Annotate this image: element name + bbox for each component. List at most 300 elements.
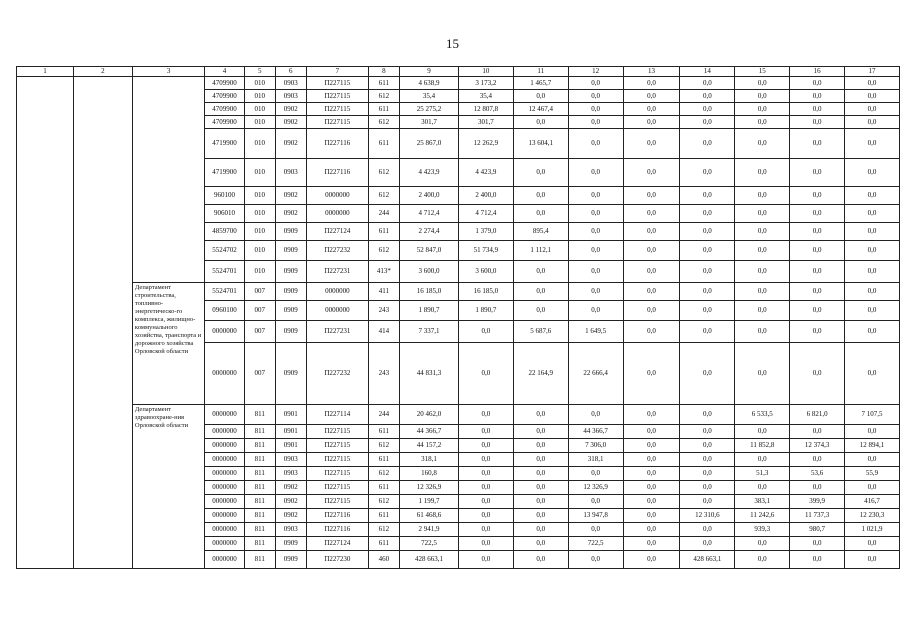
table-cell: 0901 (275, 405, 306, 425)
table-cell: 5524702 (205, 241, 244, 261)
table-cell: 0,0 (735, 301, 790, 321)
table-cell: 12 326,9 (568, 481, 623, 495)
table-cell: 0,0 (790, 205, 845, 223)
table-cell: 0,0 (623, 159, 680, 187)
table-cell: 0,0 (735, 223, 790, 241)
table-cell: 0,0 (623, 405, 680, 425)
table-cell: 010 (244, 90, 275, 103)
table-cell: П227124 (306, 537, 368, 551)
table-cell: 0,0 (845, 129, 900, 159)
table-cell: 0000000 (205, 481, 244, 495)
table-cell: 0,0 (845, 241, 900, 261)
table-cell: П227232 (306, 241, 368, 261)
table-cell: 007 (244, 321, 275, 343)
cell-col1 (17, 551, 74, 569)
table-cell: 6 821,0 (790, 405, 845, 425)
table-cell: П227124 (306, 223, 368, 241)
table-cell: 20 462,0 (399, 405, 458, 425)
table-cell: 2 400,0 (458, 187, 513, 205)
column-header: 17 (845, 67, 900, 77)
table-cell: 44 366,7 (399, 425, 458, 439)
table-cell: 0,0 (513, 205, 568, 223)
table-cell: 010 (244, 129, 275, 159)
table-cell: 010 (244, 223, 275, 241)
table-cell: 0,0 (458, 537, 513, 551)
table-cell: 0,0 (623, 425, 680, 439)
table-cell: 0,0 (568, 116, 623, 129)
table-cell: 0,0 (735, 453, 790, 467)
table-cell: 0,0 (568, 551, 623, 569)
table-cell: 0,0 (845, 205, 900, 223)
table-cell: 0,0 (568, 261, 623, 283)
table-cell: 0,0 (680, 223, 735, 241)
table-cell: 007 (244, 301, 275, 321)
table-cell: 25 275,2 (399, 103, 458, 116)
table-cell: 0000000 (306, 205, 368, 223)
table-cell: П227115 (306, 439, 368, 453)
column-header: 14 (680, 67, 735, 77)
cell-col1 (17, 425, 74, 439)
cell-col2 (73, 453, 132, 467)
table-cell: 1 890,7 (458, 301, 513, 321)
column-header: 15 (735, 67, 790, 77)
table-cell: 399,9 (790, 495, 845, 509)
table-cell: 0,0 (680, 405, 735, 425)
cell-col1 (17, 103, 74, 116)
cell-col2 (73, 187, 132, 205)
table-cell: 010 (244, 187, 275, 205)
table-cell: 4709900 (205, 103, 244, 116)
table-cell: 0,0 (623, 439, 680, 453)
table-cell: 010 (244, 261, 275, 283)
table-cell: 318,1 (399, 453, 458, 467)
table-cell: 0,0 (623, 481, 680, 495)
table-cell: 0,0 (513, 90, 568, 103)
table-cell: 0,0 (680, 90, 735, 103)
column-header: 13 (623, 67, 680, 77)
table-cell: 4859700 (205, 223, 244, 241)
table-cell: 244 (368, 205, 399, 223)
table-cell: 0000000 (205, 425, 244, 439)
table-cell: 0,0 (623, 223, 680, 241)
table-cell: П227115 (306, 103, 368, 116)
table-cell: 4709900 (205, 116, 244, 129)
table-cell: 0,0 (623, 187, 680, 205)
table-cell: 1 379,0 (458, 223, 513, 241)
table-cell: 4 638,9 (399, 77, 458, 90)
table-cell: 0,0 (790, 261, 845, 283)
table-cell: 0,0 (458, 439, 513, 453)
cell-col2 (73, 283, 132, 301)
cell-col2 (73, 481, 132, 495)
table-cell: 0902 (275, 187, 306, 205)
table-cell: 460 (368, 551, 399, 569)
table-cell: 811 (244, 467, 275, 481)
table-cell: 722,5 (399, 537, 458, 551)
table-cell: 0901 (275, 439, 306, 453)
table-cell: 0,0 (513, 261, 568, 283)
cell-col1 (17, 343, 74, 405)
table-cell: 5524701 (205, 283, 244, 301)
table-cell: 895,4 (513, 223, 568, 241)
table-cell: 428 663,1 (680, 551, 735, 569)
cell-col2 (73, 537, 132, 551)
table-cell: 44 157,2 (399, 439, 458, 453)
table-cell: 0909 (275, 551, 306, 569)
table-cell: 0,0 (513, 453, 568, 467)
table-cell: П227115 (306, 425, 368, 439)
table-cell: 51 734,9 (458, 241, 513, 261)
table-cell: 13 947,8 (568, 509, 623, 523)
table-cell: 0,0 (458, 467, 513, 481)
table-cell: 12 374,3 (790, 439, 845, 453)
table-cell: 0,0 (623, 537, 680, 551)
cell-col2 (73, 439, 132, 453)
table-cell: 611 (368, 425, 399, 439)
table-cell: 612 (368, 90, 399, 103)
table-cell: 010 (244, 159, 275, 187)
table-cell: 0,0 (790, 159, 845, 187)
table-cell: 0000000 (306, 283, 368, 301)
table-cell: 612 (368, 523, 399, 537)
table-cell: 0,0 (735, 537, 790, 551)
table-cell: 0,0 (680, 187, 735, 205)
table-cell: 4 712,4 (458, 205, 513, 223)
table-cell: 2 274,4 (399, 223, 458, 241)
table-cell: 0,0 (790, 551, 845, 569)
table-cell: 0000000 (205, 321, 244, 343)
table-row (17, 405, 900, 425)
table-cell: 0,0 (568, 223, 623, 241)
table-cell: 243 (368, 301, 399, 321)
cell-col2 (73, 405, 132, 425)
cell-col1 (17, 439, 74, 453)
table-cell: 1 021,9 (845, 523, 900, 537)
table-cell: 243 (368, 343, 399, 405)
table-cell: 12 326,9 (399, 481, 458, 495)
table-cell: 0,0 (790, 241, 845, 261)
table-cell: 0909 (275, 261, 306, 283)
table-cell: П227116 (306, 159, 368, 187)
department-name: Департамент строительства, топливно-энергетическо-го комплекса, жилищно-коммунального хозяйства, транспорта и дорожного хозяйства Орловской области (132, 283, 204, 405)
table-cell: 611 (368, 223, 399, 241)
table-cell: 0,0 (845, 116, 900, 129)
table-cell: 007 (244, 283, 275, 301)
table-cell: 0,0 (623, 116, 680, 129)
table-cell: 0,0 (568, 495, 623, 509)
table-cell: 0,0 (680, 129, 735, 159)
table-cell: 0,0 (845, 261, 900, 283)
table-cell: 2 400,0 (399, 187, 458, 205)
table-cell: П227231 (306, 321, 368, 343)
table-cell: 0,0 (458, 481, 513, 495)
cell-col1 (17, 283, 74, 301)
cell-col1 (17, 90, 74, 103)
table-cell: 12 894,1 (845, 439, 900, 453)
table-cell: 0902 (275, 205, 306, 223)
table-cell: П227115 (306, 453, 368, 467)
cell-col1 (17, 159, 74, 187)
table-cell: 0,0 (680, 205, 735, 223)
table-cell: 0,0 (568, 90, 623, 103)
table-cell: 611 (368, 129, 399, 159)
table-cell: 0,0 (735, 261, 790, 283)
table-cell: 0,0 (623, 103, 680, 116)
table-cell: 0903 (275, 77, 306, 90)
table-cell: 0,0 (513, 301, 568, 321)
cell-col2 (73, 103, 132, 116)
table-cell: 0,0 (513, 159, 568, 187)
table-cell: 11 242,6 (735, 509, 790, 523)
table-cell: П227115 (306, 116, 368, 129)
table-cell: 12 467,4 (513, 103, 568, 116)
table-cell: 0,0 (458, 453, 513, 467)
table-cell: 0,0 (568, 129, 623, 159)
table-cell: 3 173,2 (458, 77, 513, 90)
table-cell: 0,0 (680, 116, 735, 129)
cell-col1 (17, 129, 74, 159)
table-cell: 0,0 (845, 283, 900, 301)
table-cell: 007 (244, 343, 275, 405)
table-cell: 55,9 (845, 467, 900, 481)
table-cell: 0,0 (680, 301, 735, 321)
table-cell: 0,0 (623, 467, 680, 481)
table-cell: 61 468,6 (399, 509, 458, 523)
table-cell: 12 310,6 (680, 509, 735, 523)
department-name (132, 77, 204, 283)
table-cell: 0,0 (790, 453, 845, 467)
table-cell: 0,0 (513, 551, 568, 569)
page-number: 15 (446, 36, 459, 51)
table-cell: 12 807,8 (458, 103, 513, 116)
table-cell: 0,0 (680, 495, 735, 509)
table-cell: 44 366,7 (568, 425, 623, 439)
table-cell: П227230 (306, 551, 368, 569)
table-cell: 0,0 (623, 551, 680, 569)
table-cell: 0,0 (623, 261, 680, 283)
table-cell: 0,0 (680, 453, 735, 467)
cell-col2 (73, 241, 132, 261)
table-row (17, 283, 900, 301)
table-cell: П227114 (306, 405, 368, 425)
table-cell: 4719900 (205, 159, 244, 187)
table-cell: 0,0 (790, 321, 845, 343)
cell-col1 (17, 405, 74, 425)
table-cell: 301,7 (458, 116, 513, 129)
table-cell: 1 649,5 (568, 321, 623, 343)
table-cell: 010 (244, 205, 275, 223)
cell-col2 (73, 223, 132, 241)
cell-col2 (73, 129, 132, 159)
column-header: 9 (399, 67, 458, 77)
table-cell: 0,0 (623, 509, 680, 523)
table-cell: П227116 (306, 129, 368, 159)
cell-col1 (17, 187, 74, 205)
table-cell: 0960100 (205, 301, 244, 321)
table-cell: 0,0 (513, 481, 568, 495)
table-cell: 0902 (275, 129, 306, 159)
table-cell: 010 (244, 77, 275, 90)
table-cell: 0,0 (568, 523, 623, 537)
table-cell: 0,0 (790, 481, 845, 495)
table-cell: 7 337,1 (399, 321, 458, 343)
table-cell: 0,0 (568, 301, 623, 321)
table-cell: 3 600,0 (399, 261, 458, 283)
table-cell: 0,0 (513, 509, 568, 523)
table-cell: 0,0 (623, 129, 680, 159)
cell-col1 (17, 241, 74, 261)
table-cell: 0,0 (845, 90, 900, 103)
table-cell: 2 941,9 (399, 523, 458, 537)
table-cell: 0,0 (790, 283, 845, 301)
table-cell: 0,0 (845, 301, 900, 321)
cell-col1 (17, 205, 74, 223)
table-cell: 811 (244, 523, 275, 537)
table-cell: 0,0 (568, 103, 623, 116)
table-cell: 5524701 (205, 261, 244, 283)
table-cell: 53,6 (790, 467, 845, 481)
table-cell: 0,0 (790, 301, 845, 321)
table-cell: 0909 (275, 223, 306, 241)
table-cell: 0,0 (790, 425, 845, 439)
cell-col2 (73, 467, 132, 481)
table-cell: 0,0 (845, 321, 900, 343)
table-cell: 811 (244, 509, 275, 523)
table-cell: П227232 (306, 343, 368, 405)
table-cell: 611 (368, 537, 399, 551)
table-cell: 0,0 (513, 495, 568, 509)
table-cell: 1 199,7 (399, 495, 458, 509)
table-cell: 811 (244, 453, 275, 467)
column-header: 6 (275, 67, 306, 77)
table-cell: 611 (368, 481, 399, 495)
cell-col2 (73, 205, 132, 223)
table-cell: 0,0 (623, 283, 680, 301)
table-cell: 0,0 (680, 425, 735, 439)
table-cell: 0903 (275, 467, 306, 481)
table-cell: 0903 (275, 523, 306, 537)
table-cell: 0,0 (680, 103, 735, 116)
cell-col1 (17, 537, 74, 551)
table-cell: 0,0 (680, 321, 735, 343)
cell-col1 (17, 453, 74, 467)
table-cell: 4709900 (205, 77, 244, 90)
column-header: 8 (368, 67, 399, 77)
cell-col2 (73, 77, 132, 90)
table-cell: 12 230,3 (845, 509, 900, 523)
cell-col1 (17, 301, 74, 321)
table-cell: 612 (368, 187, 399, 205)
table-cell: 0,0 (458, 343, 513, 405)
table-cell: 0902 (275, 116, 306, 129)
table-cell: 0,0 (735, 103, 790, 116)
table-cell: 0901 (275, 425, 306, 439)
table-cell: 0,0 (513, 537, 568, 551)
table-cell: 1 465,7 (513, 77, 568, 90)
table-cell: 0909 (275, 537, 306, 551)
table-cell: 0,0 (680, 523, 735, 537)
cell-col1 (17, 509, 74, 523)
table-cell: 0,0 (845, 481, 900, 495)
table-cell: 960100 (205, 187, 244, 205)
cell-col2 (73, 116, 132, 129)
table-cell: 1 890,7 (399, 301, 458, 321)
column-header: 2 (73, 67, 132, 77)
table-cell: 0,0 (845, 159, 900, 187)
table-cell: П227115 (306, 495, 368, 509)
table-cell: 0000000 (205, 495, 244, 509)
column-header: 11 (513, 67, 568, 77)
table-cell: 010 (244, 116, 275, 129)
table-cell: 0000000 (306, 187, 368, 205)
table-cell: 428 663,1 (399, 551, 458, 569)
table-cell: 0,0 (790, 77, 845, 90)
table-cell: 0,0 (845, 425, 900, 439)
table-cell: 0,0 (735, 551, 790, 569)
table-cell: 0902 (275, 103, 306, 116)
table-cell: 0,0 (458, 495, 513, 509)
table-cell: 611 (368, 103, 399, 116)
table-cell: 7 107,5 (845, 405, 900, 425)
table-cell: 0,0 (513, 116, 568, 129)
table-cell: 0000000 (205, 453, 244, 467)
table-cell: 0,0 (845, 537, 900, 551)
table-cell: 811 (244, 439, 275, 453)
table-cell: 0,0 (680, 481, 735, 495)
cell-col2 (73, 495, 132, 509)
table-cell: 0,0 (790, 537, 845, 551)
table-cell: 0909 (275, 321, 306, 343)
table-cell: 6 533,5 (735, 405, 790, 425)
cell-col1 (17, 481, 74, 495)
table-cell: П227116 (306, 523, 368, 537)
table-cell: 0,0 (458, 321, 513, 343)
table-cell: 0,0 (845, 223, 900, 241)
table-cell: 414 (368, 321, 399, 343)
table-cell: 811 (244, 495, 275, 509)
table-cell: 0,0 (623, 90, 680, 103)
table-cell: 0,0 (790, 90, 845, 103)
table-cell: 0,0 (790, 116, 845, 129)
table-cell: 0,0 (845, 77, 900, 90)
table-cell: 0,0 (568, 187, 623, 205)
table-cell: 0,0 (790, 129, 845, 159)
table-cell: 0,0 (845, 551, 900, 569)
table-cell: 0,0 (735, 77, 790, 90)
column-header: 5 (244, 67, 275, 77)
table-cell: 612 (368, 159, 399, 187)
table-cell: 811 (244, 537, 275, 551)
cell-col1 (17, 223, 74, 241)
table-cell: 0,0 (680, 159, 735, 187)
table-cell: 0,0 (623, 321, 680, 343)
column-header: 10 (458, 67, 513, 77)
table-cell: 0909 (275, 343, 306, 405)
table-cell: 4 423,9 (458, 159, 513, 187)
table-cell: 0,0 (513, 405, 568, 425)
table-cell: 0,0 (458, 523, 513, 537)
table-cell: 51,3 (735, 467, 790, 481)
table-cell: 611 (368, 509, 399, 523)
table-cell: 612 (368, 495, 399, 509)
cell-col2 (73, 523, 132, 537)
table-cell: 0,0 (513, 187, 568, 205)
column-header: 3 (132, 67, 204, 77)
table-cell: 13 604,1 (513, 129, 568, 159)
table-cell: 5 687,6 (513, 321, 568, 343)
cell-col1 (17, 523, 74, 537)
table-cell: П227115 (306, 77, 368, 90)
